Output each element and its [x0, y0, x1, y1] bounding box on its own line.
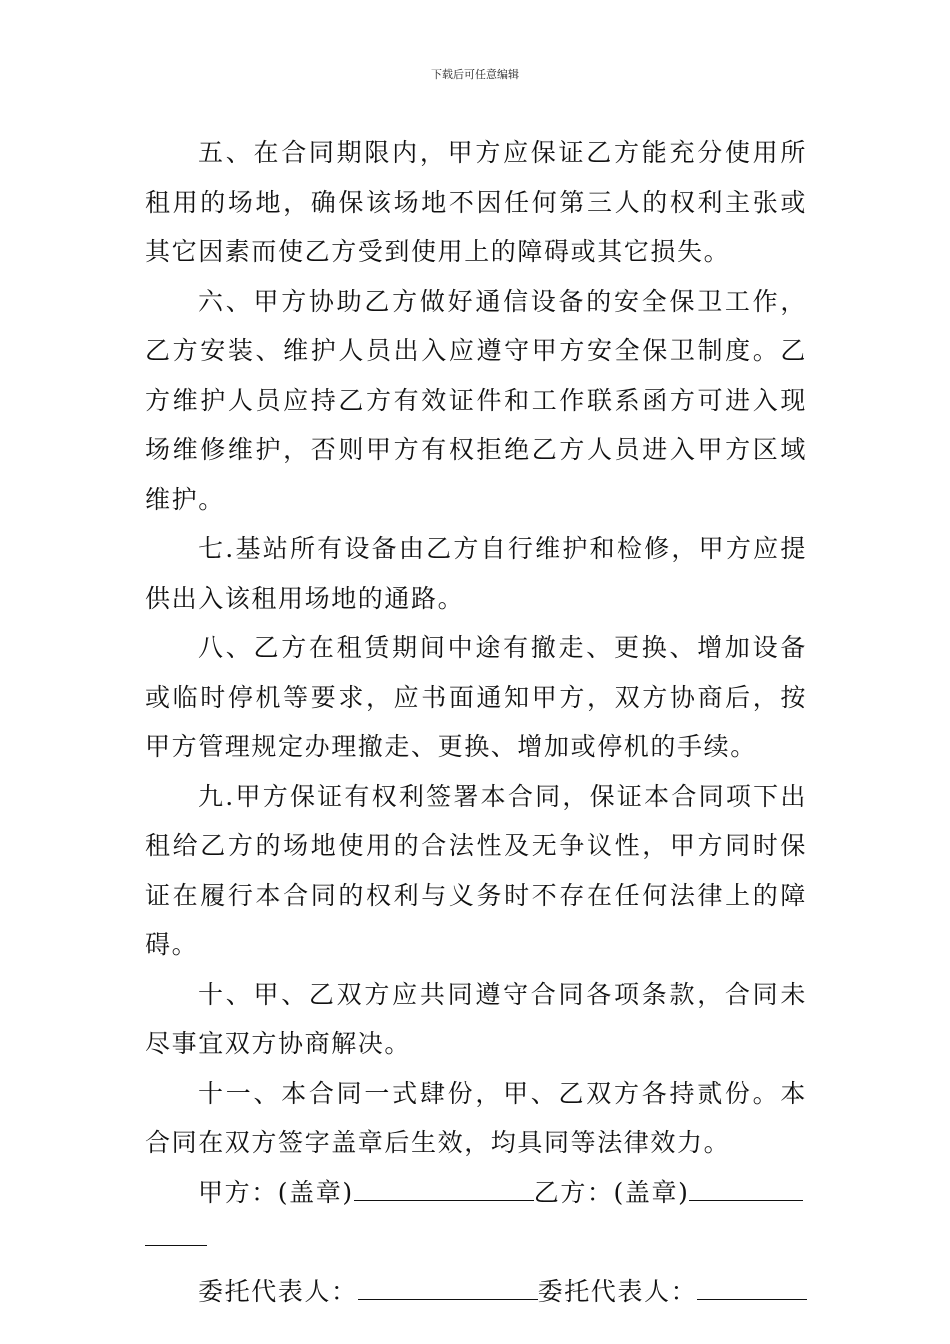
- party-a-blank: [354, 1180, 534, 1201]
- party-a-label: 甲方：(盖章): [198, 1177, 354, 1207]
- party-b-label: 乙方：(盖章): [533, 1177, 690, 1207]
- party-signature-line: [145, 1168, 807, 1218]
- party-b-blank-continuation: [145, 1217, 807, 1267]
- party-b-blank: [689, 1180, 803, 1201]
- rep-b-label: 委托代表人：: [537, 1276, 698, 1306]
- blank-tail-line: [145, 1245, 207, 1246]
- clause-9: 九.甲方保证有权利签署本合同，保证本合同项下出租给乙方的场地使用的合法性及无争议性，甲方同时保证在履行本合同的权利与义务时不存在任何法律上的障碍。: [145, 781, 807, 959]
- page-header: 下载后可任意编辑: [431, 68, 519, 81]
- clause-8: 八、乙方在租赁期间中途有撤走、更换、增加设备或临时停机等要求，应书面通知甲方，双方协商后，按甲方管理规定办理撤走、更换、增加或停机的手续。: [145, 633, 807, 761]
- rep-b-blank: [697, 1279, 807, 1300]
- clause-10: 十、甲、乙双方应共同遵守合同各项条款，合同未尽事宜双方协商解决。: [145, 979, 807, 1058]
- clause-5: 五、在合同期限内，甲方应保证乙方能充分使用所租用的场地，确保该场地不因任何第三人的权利主张或其它因素而使乙方受到使用上的障碍或其它损失。: [145, 138, 807, 266]
- contract-body: [145, 128, 807, 1316]
- rep-a-label: 委托代表人：: [198, 1276, 358, 1306]
- clause-6: 六、甲方协助乙方做好通信设备的安全保卫工作，乙方安装、维护人员出入应遵守甲方安全保卫制度。乙方维护人员应持乙方有效证件和工作联系函方可进入现场维修维护，否则甲方有权拒绝乙方人员进入甲方区域维护。: [145, 286, 807, 514]
- rep-a-blank: [358, 1279, 538, 1300]
- clause-11: 十一、本合同一式肆份，甲、乙双方各持贰份。本合同在双方签字盖章后生效，均具同等法律效力。: [145, 1078, 807, 1157]
- representative-signature-line: [145, 1267, 807, 1317]
- clause-7: 七.基站所有设备由乙方自行维护和检修，甲方应提供出入该租用场地的通路。: [145, 534, 807, 613]
